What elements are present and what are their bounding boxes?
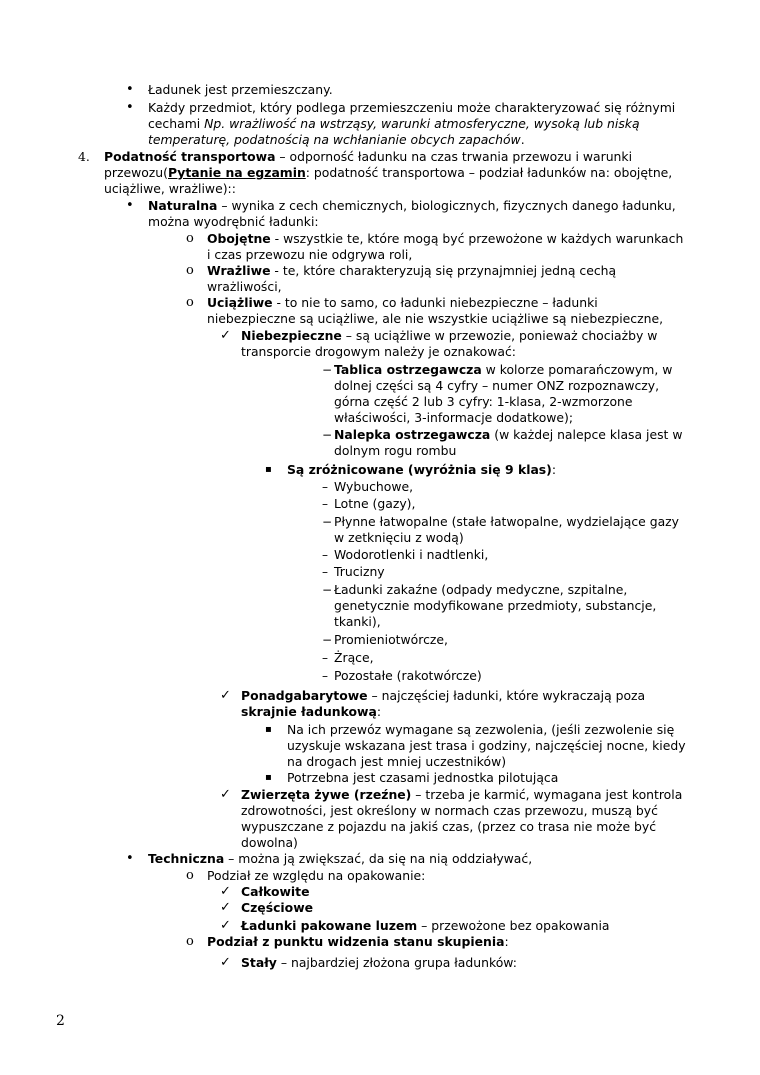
text-line: [334, 479, 413, 496]
checkmark-icon: ✓: [220, 688, 231, 703]
text-line: [334, 530, 464, 547]
text-run: tkanki),: [334, 614, 381, 629]
text-line: [207, 311, 663, 328]
text-run: Ponadgabarytowe: [241, 688, 368, 703]
bullet-dot: •: [126, 851, 134, 866]
text-run: w kolorze pomarańczowym, w: [481, 362, 673, 377]
text-line: [104, 181, 236, 198]
text-line: [104, 165, 672, 182]
text-run: – wynika z cech chemicznych, biologicznych, fizycznych danego ładunku,: [217, 198, 676, 213]
bullet-dot: •: [126, 198, 134, 213]
text-run: niebezpieczne są uciążliwe, ale nie wszystkie uciążliwe są niebezpieczne,: [207, 311, 664, 326]
text-run: Wodorotlenki i nadtlenki,: [334, 547, 489, 562]
text-run: Częściowe: [241, 900, 314, 915]
text-run: Ładunki pakowane luzem: [241, 918, 418, 933]
text-run: :: [504, 934, 509, 949]
text-run: na drogach jest mniej uczestników): [287, 754, 507, 769]
text-line: [334, 632, 448, 649]
text-run: przewozu(: [104, 165, 168, 180]
text-run: Całkowite: [241, 884, 310, 899]
text-run: transporcie drogowym należy je oznakować:: [241, 344, 516, 359]
bullet-square: ▪: [265, 724, 272, 735]
bullet-dash: –: [322, 480, 328, 494]
text-run: Uciążliwe: [207, 295, 273, 310]
text-line: [334, 496, 415, 513]
checkmark-icon: ✓: [220, 918, 231, 933]
text-run: Promieniotwórcze,: [334, 632, 448, 647]
text-line: [241, 918, 610, 935]
bullet-dash: −: [322, 428, 333, 442]
text-run: wrażliwości,: [207, 279, 282, 294]
text-run: uciążliwe, wrażliwe)::: [104, 181, 236, 196]
text-run: – odporność ładunku na czas trwania przewozu i warunki: [275, 149, 633, 164]
bullet-dash: –: [322, 669, 328, 683]
text-line: [334, 650, 374, 667]
text-run: .: [520, 132, 525, 147]
text-run: – najczęściej ładunki, które wykraczają poza: [367, 688, 646, 703]
text-run: Naturalna: [148, 198, 218, 213]
text-run: Nalepka ostrzegawcza: [334, 427, 491, 442]
text-line: [334, 514, 679, 531]
text-run: (w każdej nalepce klasa jest w: [490, 427, 683, 442]
checkmark-icon: ✓: [220, 787, 231, 802]
text-run: - te, które charakteryzują się przynajmniej jedną cechą: [270, 263, 617, 278]
bullet-dot: •: [126, 82, 134, 97]
text-line: [287, 754, 506, 771]
text-run: Pozostałe (rakotwórcze): [334, 668, 482, 683]
bullet-dot: •: [126, 100, 134, 115]
text-run: :: [551, 462, 557, 477]
page-number: 2: [56, 1013, 65, 1029]
text-line: [334, 427, 682, 444]
text-line: [334, 668, 482, 685]
bullet-dash: –: [322, 497, 328, 511]
text-line: [334, 394, 633, 411]
checkmark-icon: ✓: [220, 328, 231, 343]
text-line: [148, 851, 532, 868]
bullet-square: ▪: [265, 772, 272, 783]
text-line: [207, 231, 683, 248]
text-run: – można ją zwiększać, da się na nią oddziaływać,: [224, 851, 533, 866]
text-line: [334, 443, 456, 460]
bullet-circle: o: [186, 934, 194, 949]
text-line: [241, 884, 310, 901]
text-run: - wszystkie te, które mogą być przewożone w każdych warunkach: [270, 231, 684, 246]
text-run: temperaturę, podatnością na wchłanianie obcych zapachów: [148, 132, 521, 147]
text-line: [207, 263, 616, 280]
text-run: Pytanie na egzamin: [168, 165, 306, 180]
bullet-dash: −: [322, 633, 333, 647]
text-run: można wyodrębnić ładunki:: [148, 214, 319, 229]
text-line: [241, 819, 656, 836]
text-run: Podział z punktu widzenia stanu skupienia: [207, 934, 505, 949]
text-run: Trucizny: [334, 564, 385, 579]
text-line: [287, 462, 556, 479]
text-run: – przewożone bez opakowania: [417, 918, 610, 933]
text-line: [334, 614, 381, 631]
text-line: [241, 344, 516, 361]
text-run: :: [376, 704, 382, 719]
text-line: [241, 704, 381, 721]
text-line: [207, 934, 509, 951]
bullet-dash: –: [322, 548, 328, 562]
text-run: i czas przewozu nie odgrywa roli,: [207, 247, 413, 262]
text-line: [104, 149, 632, 166]
text-line: [287, 770, 558, 787]
text-line: [241, 803, 658, 820]
bullet-circle: o: [186, 263, 194, 278]
text-run: uzyskuje wskazana jest trasa i godziny, najczęściej nocne, kiedy: [287, 738, 686, 753]
text-run: Tablica ostrzegawcza: [334, 362, 482, 377]
text-run: Zwierzęta żywe (rzeźne): [241, 787, 412, 802]
text-run: Żrące,: [334, 650, 374, 665]
text-run: Wrażliwe: [207, 263, 271, 278]
text-run: Ładunki zakaźne (odpady medyczne, szpitalne,: [334, 582, 628, 597]
bullet-circle: o: [186, 295, 194, 310]
text-run: Stały: [241, 955, 277, 970]
text-run: Niebezpieczne: [241, 328, 342, 343]
text-line: [207, 279, 282, 296]
text-run: cechami: [148, 116, 205, 131]
text-line: [287, 738, 686, 755]
checkmark-icon: ✓: [220, 884, 231, 899]
text-run: Podział ze względu na opakowanie:: [207, 868, 426, 883]
text-run: Na ich przewóz wymagane są zezwolenia, (jeśli zezwolenie się: [287, 722, 675, 737]
bullet-circle: o: [186, 231, 194, 246]
text-line: [334, 547, 488, 564]
text-run: Lotne (gazy),: [334, 496, 416, 511]
bullet-circle: o: [186, 868, 194, 883]
text-run: wypuszczane z pojazdu na jakiś czas, (przez co trasa nie może być: [241, 819, 657, 834]
text-line: [207, 868, 425, 885]
bullet-dash: −: [322, 363, 333, 377]
text-line: [334, 598, 656, 615]
text-line: [148, 198, 676, 215]
text-line: [334, 410, 573, 427]
text-line: [148, 132, 525, 149]
text-run: dolnym rogu rombu: [334, 443, 457, 458]
text-run: : podatność transportowa – podział ładunków na: obojętne,: [305, 165, 673, 180]
text-run: Np. wrażliwość na wstrząsy, warunki atmosferyczne, wysoką lub niską: [204, 116, 640, 131]
text-run: Płynne łatwopalne (stałe łatwopalne, wydzielające gazy: [334, 514, 680, 529]
bullet-dash: –: [322, 651, 328, 665]
text-run: Obojętne: [207, 231, 271, 246]
text-run: właściwości, 3-informacje dodatkowe);: [334, 410, 574, 425]
text-run: – najbardziej złożona grupa ładunków:: [276, 955, 517, 970]
bullet-dash: –: [322, 565, 328, 579]
text-line: [334, 378, 659, 395]
bullet-square: ▪: [265, 464, 272, 475]
text-line: [241, 787, 682, 804]
text-run: - to nie to samo, co ładunki niebezpieczne – ładunki: [272, 295, 598, 310]
text-run: zdrowotności, jest określony w normach czas przewozu, muszą być: [241, 803, 658, 818]
text-line: [148, 82, 333, 99]
text-line: [241, 835, 298, 852]
text-line: [241, 955, 517, 972]
text-run: Są zróżnicowane (wyróżnia się 9 klas): [287, 462, 552, 477]
text-line: [207, 247, 412, 264]
text-run: Potrzebna jest czasami jednostka pilotująca: [287, 770, 559, 785]
list-number: 4.: [78, 149, 90, 164]
bullet-dash: −: [322, 515, 333, 529]
text-run: skrajnie ładunkową: [241, 704, 377, 719]
text-run: w zetknięciu z wodą): [334, 530, 464, 545]
text-run: Podatność transportowa: [104, 149, 276, 164]
text-line: [241, 688, 645, 705]
text-run: Każdy przedmiot, który podlega przemieszczeniu może charakteryzować się różnymi: [148, 100, 676, 115]
text-line: [207, 295, 598, 312]
text-run: Wybuchowe,: [334, 479, 414, 494]
text-line: [241, 900, 313, 917]
text-line: [241, 328, 657, 345]
text-line: [148, 214, 319, 231]
text-run: – trzeba je karmić, wymagana jest kontrola: [411, 787, 683, 802]
checkmark-icon: ✓: [220, 955, 231, 970]
text-line: [334, 362, 672, 379]
text-line: [334, 582, 627, 599]
bullet-dash: −: [322, 583, 333, 597]
text-line: [148, 116, 640, 133]
text-line: [148, 100, 675, 117]
text-run: – są uciążliwe w przewozie, ponieważ chociażby w: [341, 328, 658, 343]
text-line: [287, 722, 674, 739]
text-run: genetycznie modyfikowane przedmioty, substancje,: [334, 598, 657, 613]
text-run: Ładunek jest przemieszczany.: [148, 82, 333, 97]
text-run: dowolna): [241, 835, 298, 850]
text-run: dolnej części są 4 cyfry – numer ONZ rozpoznawczy,: [334, 378, 660, 393]
text-run: Techniczna: [148, 851, 225, 866]
text-run: górna część 2 lub 3 cyfry: 1-klasa, 2-wzmorzone: [334, 394, 633, 409]
checkmark-icon: ✓: [220, 900, 231, 915]
text-line: [334, 564, 385, 581]
